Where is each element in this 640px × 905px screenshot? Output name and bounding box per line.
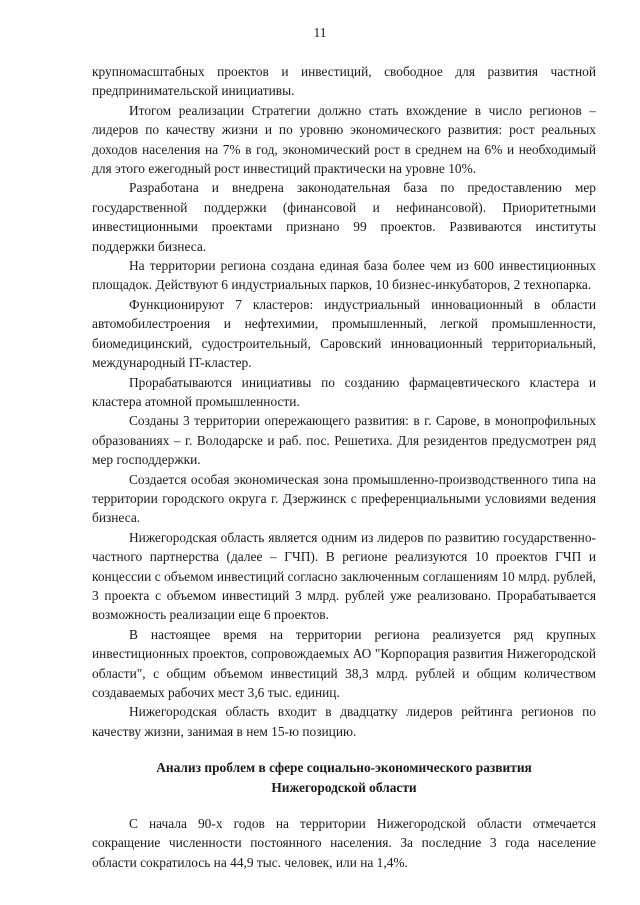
paragraph-investment-sites: На территории региона создана единая база более чем из 600 инвестиционных площадок. Действуют 6 индустриальных парков, 10 бизнес-инкубаторов, 2 технопарка. [92, 258, 596, 293]
paragraph-investment-projects: В настоящее время на территории региона реализуется ряд крупных инвестиционных проектов, сопровождаемых АО "Корпорация развития Нижегородской области", с общим объемом инвестиций 38,3 млрд. рублей и общим количеством создаваемых рабочих мест 3,6 тыс. единиц. [92, 626, 596, 700]
paragraph-population-decline: С начала 90-х годов на территории Нижегородской области отмечается сокращение численности постоянного населения. За последние 3 года население области сократилось на 44,9 тыс. человек, или на 1,4%. [92, 816, 596, 870]
paragraph-clusters: Функционируют 7 кластеров: индустриальный инновационный в области автомобилестроения и нефтехимии, промышленный, легкой промышленности, биомедицинский, судостроительный, Саровский инновационный территориальный, международный IT-кластер. [92, 296, 596, 371]
section-heading [92, 758, 596, 797]
paragraph-cluster-initiatives: Прорабатываются инициативы по созданию фармацевтического кластера и кластера атомной промышленности. [92, 374, 596, 409]
paragraph-legislative-base: Разработана и внедрена законодательная база по предоставлению мер государственной поддержки (финансовой и нефинансовой). Приоритетными инвестиционными проектами признано 99 проектов. Развиваются институты поддержки бизнеса. [92, 180, 596, 254]
paragraph-quality-rating: Нижегородская область входит в двадцатку лидеров рейтинга регионов по качеству жизни, занимая в нем 15-ю позицию. [92, 704, 596, 739]
section-heading-line-1: Анализ проблем в сфере социально-экономического развития [156, 760, 532, 776]
document-body [92, 62, 596, 872]
paragraph-advanced-territories: Созданы 3 территории опережающего развития: в г. Сарове, в монопрофильных образованиях – г. Володарске и раб. пос. Решетиха. Для резидентов предусмотрен ряд мер господдержки. [92, 413, 596, 468]
paragraph-continuation: крупномасштабных проектов и инвестиций, свободное для развития частной предпринимательской инициативы. [92, 64, 596, 99]
paragraph-special-economic-zone: Создается особая экономическая зона промышленно-производственного типа на территории городского округа г. Дзержинск с преференциальными условиями ведения бизнеса. [92, 471, 596, 526]
paragraph-strategy-goal: Итогом реализации Стратегии должно стать вхождение в число регионов – лидеров по качеству жизни и по уровню экономического развития: рост реальных доходов населения на 7% в год, экономический рост в среднем на 6% и необходимый для этого ежегодный рост инвестиций практически на уровне 10%. [92, 102, 596, 177]
section-heading-line-2: Нижегородской области [271, 779, 417, 795]
paragraph-ppp: Нижегородская область является одним из лидеров по развитию государственно-частного партнерства (далее – ГЧП). В регионе реализуются 10 проектов ГЧП и концессии с объемом инвестиций согласно заключенным соглашениям 10 млрд. рублей, 3 проекта с объемом инвестиций 3 млрд. рублей уже реализовано. Прорабатывается возможность реализации еще 6 проектов. [92, 529, 596, 623]
page-number: 11 [313, 25, 327, 40]
